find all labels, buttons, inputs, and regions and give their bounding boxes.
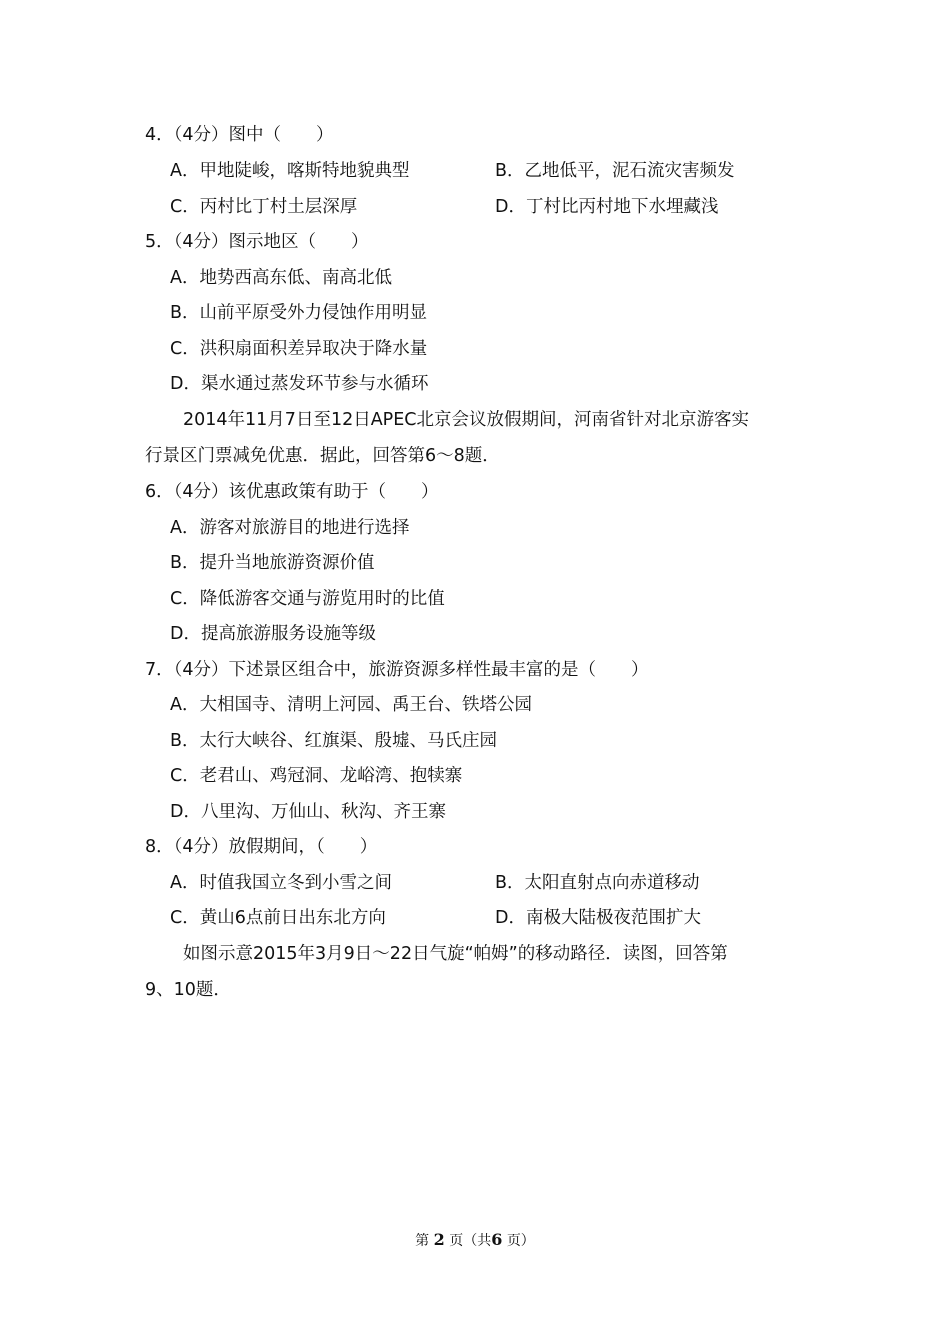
q7-option-d: D．八里沟、万仙山、秋沟、齐王寨	[170, 802, 446, 822]
q7-option-b: B．太行大峡谷、红旗渠、殷墟、马氏庄园	[170, 731, 498, 751]
q7-option-a: A．大相国寺、清明上河园、禹王台、铁塔公园	[170, 695, 532, 715]
passage-2-line-1: 如图示意2015年3月9日～22日气旋“帕姆”的移动路径．读图，回答第	[183, 944, 728, 964]
q8-option-d: D．南极大陆极夜范围扩大	[495, 908, 701, 928]
passage-1-line-2: 行景区门票减免优惠．据此，回答第6～8题．	[145, 446, 500, 466]
q5-option-c: C．洪积扇面积差异取决于降水量	[170, 339, 428, 359]
q8-option-a: A．时值我国立冬到小雪之间	[170, 873, 392, 893]
q8-option-c: C．黄山6点前日出东北方向	[170, 908, 386, 928]
q6-stem: 6．（4分）该优惠政策有助于（ ）	[145, 482, 439, 502]
q7-option-c: C．老君山、鸡冠洞、龙峪湾、抱犊寨	[170, 766, 463, 786]
q8-option-b: B．太阳直射点向赤道移动	[495, 873, 700, 893]
passage-2-line-2: 9、10题．	[145, 980, 231, 1000]
q6-option-a: A．游客对旅游目的地进行选择	[170, 518, 410, 538]
footer-prefix: 第	[415, 1233, 430, 1249]
page-number: 2	[433, 1230, 445, 1249]
q7-stem: 7．（4分）下述景区组合中，旅游资源多样性最丰富的是（ ）	[145, 660, 649, 680]
q4-option-b: B．乙地低平，泥石流灾害频发	[495, 161, 735, 181]
q5-stem: 5．（4分）图示地区（ ）	[145, 232, 369, 252]
q5-option-d: D．渠水通过蒸发环节参与水循环	[170, 374, 429, 394]
footer-suffix: 页）	[506, 1233, 535, 1249]
q4-option-c: C．丙村比丁村土层深厚	[170, 197, 358, 217]
q5-option-b: B．山前平原受外力侵蚀作用明显	[170, 303, 428, 323]
q8-stem: 8．（4分）放假期间，（ ）	[145, 837, 378, 857]
footer-middle: 页（共	[449, 1233, 492, 1249]
q6-option-b: B．提升当地旅游资源价值	[170, 553, 375, 573]
total-pages: 6	[491, 1230, 503, 1249]
q4-option-d: D．丁村比丙村地下水埋藏浅	[495, 197, 719, 217]
page-footer	[0, 1230, 950, 1250]
q6-option-d: D．提高旅游服务设施等级	[170, 624, 376, 644]
q5-option-a: A．地势西高东低、南高北低	[170, 268, 392, 288]
passage-1-line-1: 2014年11月7日至12日APEC北京会议放假期间，河南省针对北京游客实	[183, 410, 750, 430]
q4-option-a: A．甲地陡峻，喀斯特地貌典型	[170, 161, 410, 181]
q4-stem: 4．（4分）图中（ ）	[145, 125, 334, 145]
q6-option-c: C．降低游客交通与游览用时的比值	[170, 589, 445, 609]
